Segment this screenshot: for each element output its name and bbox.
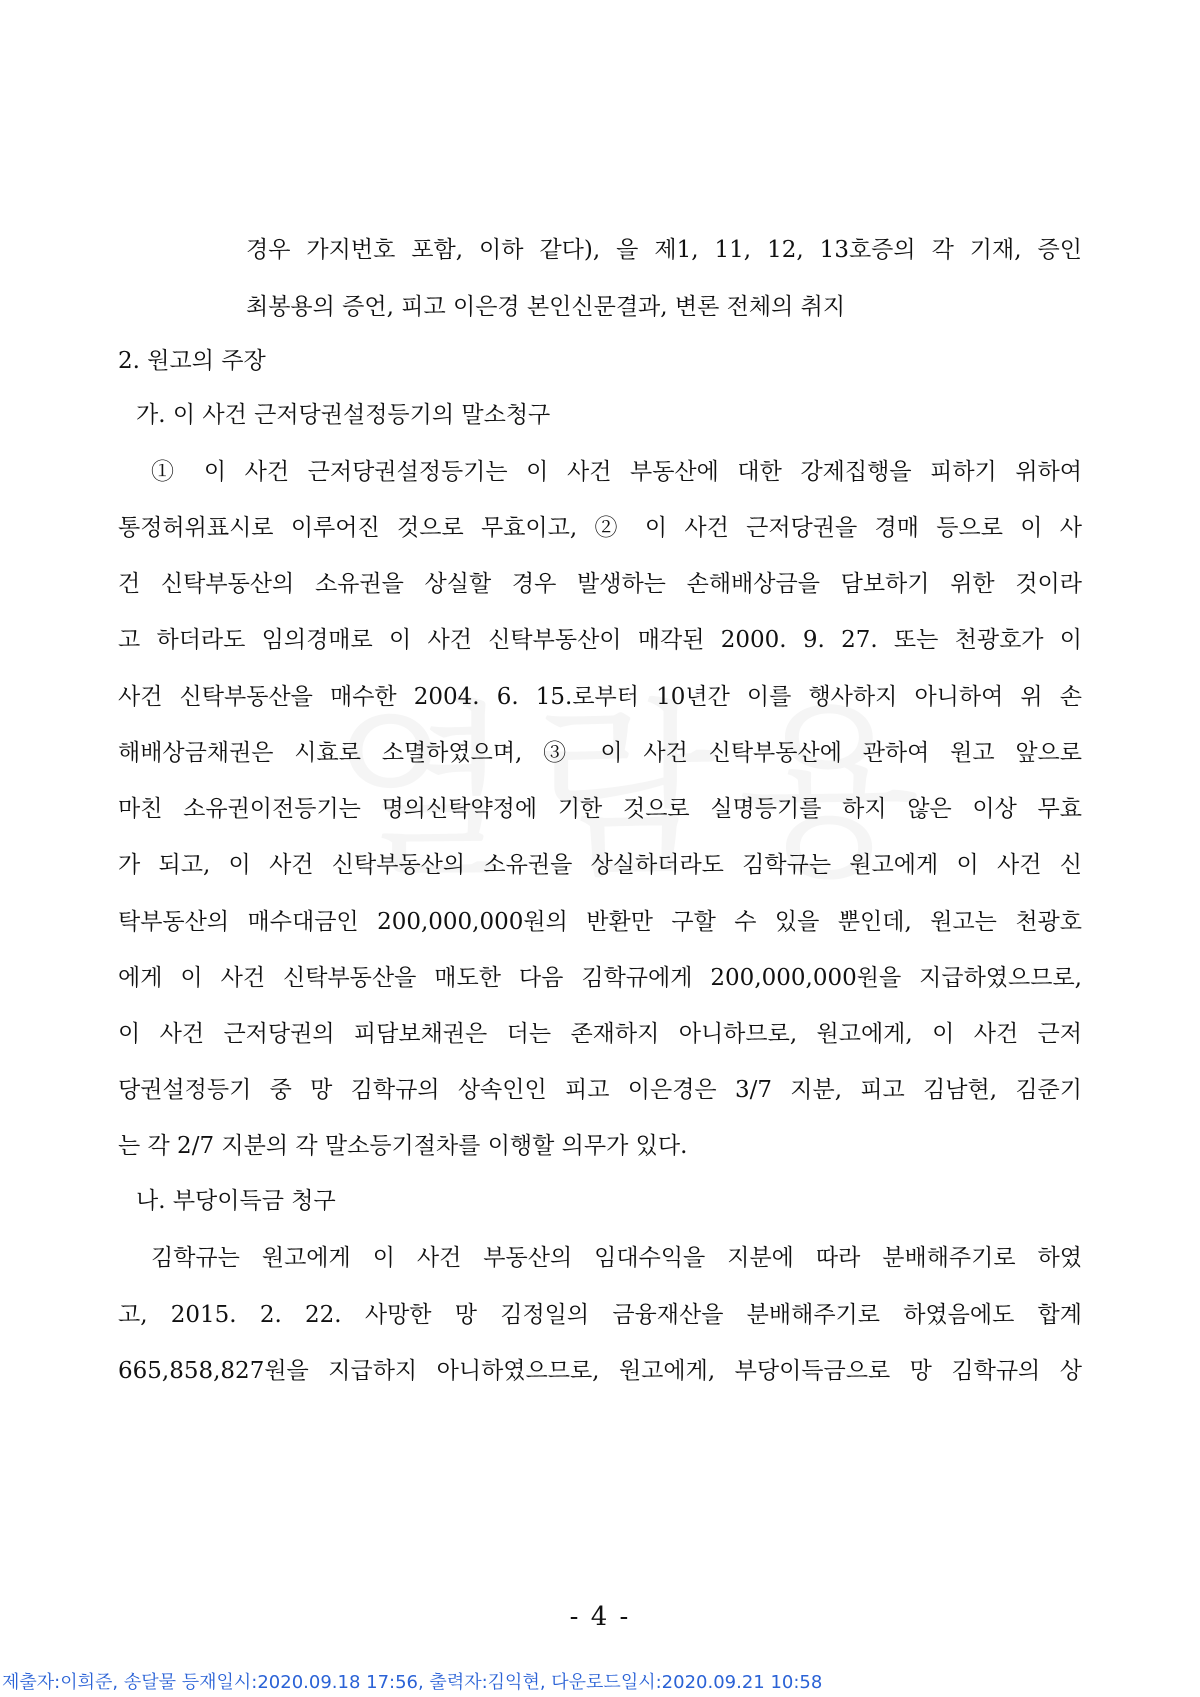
text-line: 사건 신탁부동산을 매수한 2004. 6. 15.로부터 10년간 이를 행사하지 아니하여 위 손 xyxy=(118,684,1082,710)
text-line: 고, 2015. 2. 22. 사망한 망 김정일의 금융재산을 분배해주기로 하였음에도 합계 xyxy=(118,1302,1082,1328)
text-line: 탁부동산의 매수대금인 200,000,000원의 반환만 구할 수 있을 뿐인데, 원고는 천광호 xyxy=(118,909,1082,935)
subsection-heading: 가. 이 사건 근저당권설정등기의 말소청구 xyxy=(136,402,551,428)
text-line: 에게 이 사건 신탁부동산을 매도한 다음 김학규에게 200,000,000원을 지급하였으므로, xyxy=(118,965,1082,991)
text-line: 가 되고, 이 사건 신탁부동산의 소유권을 상실하더라도 김학규는 원고에게 이 사건 신 xyxy=(118,852,1082,878)
subsection-heading: 나. 부당이득금 청구 xyxy=(136,1188,336,1214)
text-line: 마친 소유권이전등기는 명의신탁약정에 기한 것으로 실명등기를 하지 않은 이상 무효 xyxy=(118,796,1082,822)
text-line: 고 하더라도 임의경매로 이 사건 신탁부동산이 매각된 2000. 9. 27. 또는 천광호가 이 xyxy=(118,627,1082,653)
text-line: 김학규는 원고에게 이 사건 부동산의 임대수익을 지분에 따라 분배해주기로 하였 xyxy=(151,1245,1082,1271)
text-line: 당권설정등기 중 망 김학규의 상속인인 피고 이은경은 3/7 지분, 피고 김남현, 김준기 xyxy=(118,1077,1082,1103)
text-line: 이 사건 근저당권의 피담보채권은 더는 존재하지 아니하므로, 원고에게, 이 사건 근저 xyxy=(118,1021,1082,1047)
text-line: 통정허위표시로 이루어진 것으로 무효이고, ② 이 사건 근저당권을 경매 등으로 이 사 xyxy=(118,515,1082,541)
text-line: 최봉용의 증언, 피고 이은경 본인신문결과, 변론 전체의 취지 xyxy=(246,294,846,320)
text-line: 경우 가지번호 포함, 이하 같다), 을 제1, 11, 12, 13호증의 각 기재, 증인 xyxy=(246,237,1082,263)
text-line: 는 각 2/7 지분의 각 말소등기절차를 이행할 의무가 있다. xyxy=(118,1133,688,1159)
text-line: 해배상금채권은 시효로 소멸하였으며, ③ 이 사건 신탁부동산에 관하여 원고 앞으로 xyxy=(118,740,1082,766)
section-heading: 2. 원고의 주장 xyxy=(118,348,266,374)
text-line: ① 이 사건 근저당권설정등기는 이 사건 부동산에 대한 강제집행을 피하기 위하여 xyxy=(151,459,1082,485)
text-line: 건 신탁부동산의 소유권을 상실할 경우 발생하는 손해배상금을 담보하기 위한 것이라 xyxy=(118,571,1082,597)
text-line: 665,858,827원을 지급하지 아니하였으므로, 원고에게, 부당이득금으로 망 김학규의 상 xyxy=(118,1358,1082,1384)
submission-footer: 제출자:이희준, 송달물 등재일시:2020.09.18 17:56, 출력자:김익현, 다운로드일시:2020.09.21 10:58 xyxy=(2,1672,823,1693)
page-number: - 4 - xyxy=(569,1602,631,1632)
